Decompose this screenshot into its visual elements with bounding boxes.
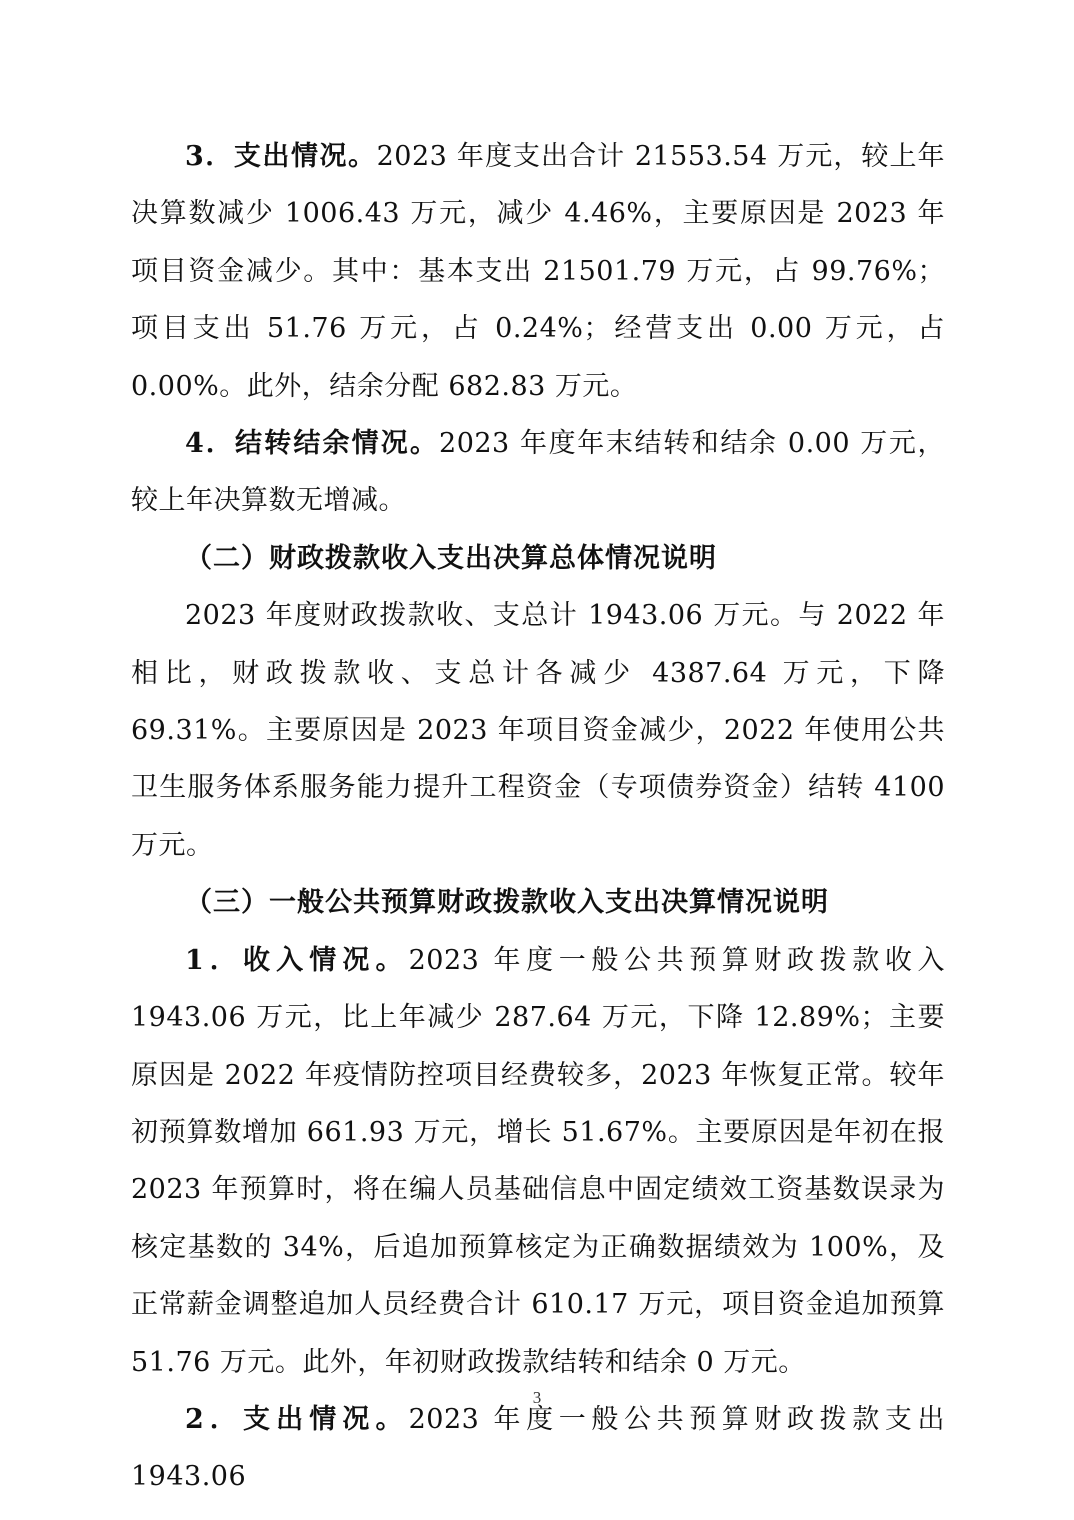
paragraph-fiscal-overview: 2023 年度财政拨款收、支总计 1943.06 万元。与 2022 年相比，财政拨款收、支总计各减少 4387.64 万元，下降 69.31%。主要原因是 2023 年项目资金减少，2022 年使用公共卫生服务体系服务能力提升工程资金（专项债券资金）结转 4100 万元。: [131, 600, 945, 861]
paragraph-lead: 1．收入情况。: [185, 944, 409, 976]
paragraph-expenditure: [131, 128, 945, 415]
paragraph-lead: 3．支出情况。: [185, 141, 377, 172]
page-number: 3: [532, 1388, 542, 1407]
section-heading-2: （二）财政拨款收入支出决算总体情况说明: [185, 542, 717, 574]
paragraph-lead: 2．支出情况。: [185, 1403, 409, 1435]
paragraph-income: [131, 932, 945, 1391]
paragraph-text: 2023 年度支出合计 21553.54 万元，较上年决算数减少 1006.43 万元，减少 4.46%，主要原因是 2023 年项目资金减少。其中：基本支出 21501.79 万元，占 99.76%；项目支出 51.76 万元，占 0.24%；经营支出 0.00 万元，占 0.00%。此外，结余分配 682.83 万元。: [131, 141, 945, 402]
paragraph-text: 2023 年度年末结转和结余 0.00 万元，较上年决算数无增减。: [131, 428, 945, 517]
paragraph-general-expenditure: [131, 1391, 945, 1506]
paragraph-text: 2023 年度一般公共预算财政拨款收入 1943.06 万元，比上年减少 287.64 万元，下降 12.89%；主要原因是 2022 年疫情防控项目经费较多，2023 年恢复正常。较年初预算数增加 661.93 万元，增长 51.67%。主要原因是年初在报 2023 年预算时，将在编人员基础信息中固定绩效工资基数误录为核定基数的 34%，后追加预算核定为正确数据绩效为 100%，及正常薪金调整追加人员经费合计 610.17 万元，项目资金追加预算 51.76 万元。此外，年初财政拨款结转和结余 0 万元。: [131, 944, 945, 1378]
document-body: [131, 128, 945, 1506]
section-heading-3: （三）一般公共预算财政拨款收入支出决算情况说明: [185, 887, 829, 919]
paragraph-lead: 4．结转结余情况。: [185, 428, 440, 460]
paragraph-text: 2023 年度一般公共预算财政拨款支出 1943.06: [131, 1403, 945, 1493]
paragraph-carryover: [131, 415, 945, 530]
